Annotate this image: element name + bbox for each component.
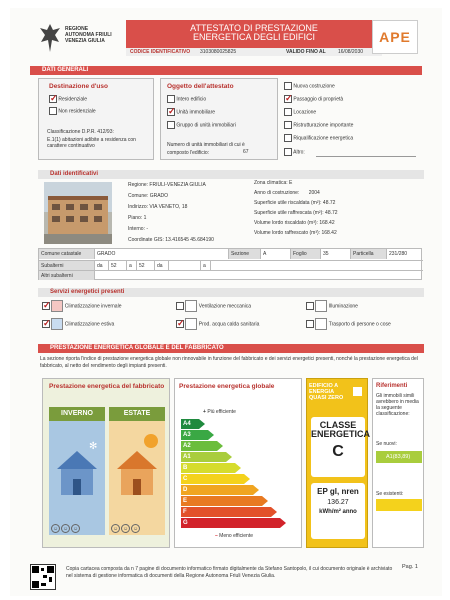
qr-code xyxy=(30,564,56,590)
subalterni-from-2 xyxy=(169,260,201,270)
radiator-icon xyxy=(51,300,63,312)
clim-invernale-label: Climatizzazione invernale xyxy=(64,303,122,310)
prestazione-intro: La sezione riporta l'indice di prestazione energetica globale non rinnovabile in funzione del fabbricato e dei servizi energetici presenti, nonché la prestazione energetica del fabbricato, al netto del rendimento degli impianti presenti. xyxy=(40,356,418,369)
destinazione-box xyxy=(38,78,154,160)
dati-identificativi-bar: Dati identificativi xyxy=(38,170,424,179)
zona-value: E xyxy=(289,180,293,186)
vol-risc-label: Volume lordo riscaldato (m³): xyxy=(254,220,318,226)
residenziale-label: Residenziale xyxy=(58,96,88,103)
numero-unita-value: 67 xyxy=(243,149,249,155)
riferimenti-text: Gli immobili simili avrebbero in media la seguente classificazione: xyxy=(376,393,419,417)
intero-edificio-checkbox[interactable] xyxy=(167,95,175,103)
se-nuovi-label: Se nuovi: xyxy=(376,441,397,447)
dati-generali-bar: DATI GENERALI xyxy=(30,66,422,75)
subalterni-da-label: da xyxy=(95,260,109,270)
gruppo-unita-checkbox[interactable] xyxy=(167,121,175,129)
ep-unit: kWh/m² anno xyxy=(319,509,357,515)
class-scale xyxy=(181,419,301,529)
inverno-rating: ☺ ☺ ☺ xyxy=(52,526,79,532)
motivazione-box xyxy=(284,78,424,160)
zona-label: Zona climatica: xyxy=(254,180,288,186)
anno-value: 2004 xyxy=(308,190,320,196)
piu-efficiente-label: Più efficiente xyxy=(207,409,236,415)
comune-value: GRADO xyxy=(149,193,169,199)
se-esistenti-label: Se esistenti: xyxy=(376,491,404,497)
coord-value: 13.416545 45.684190 xyxy=(165,237,214,243)
piu-efficiente-row xyxy=(203,409,236,415)
servizi-col-3 xyxy=(306,300,424,330)
class-bar-f: F xyxy=(181,507,271,517)
interno-label: Interno: xyxy=(128,226,145,232)
region-logo xyxy=(38,22,118,58)
foglio-label: Foglio xyxy=(291,249,321,259)
class-bar-b: B xyxy=(181,463,235,473)
house-winter-icon xyxy=(49,421,105,511)
building-photo xyxy=(44,182,112,244)
svg-text:✻: ✻ xyxy=(89,441,98,452)
code-row xyxy=(126,48,382,56)
eagle-emblem-icon xyxy=(38,22,62,56)
estate-rating: ☺ ☺ ☺ xyxy=(112,526,139,532)
catasto-table xyxy=(38,248,422,280)
altri-subalterni-value xyxy=(95,270,423,280)
sezione-value: A xyxy=(261,249,291,259)
sup-risc-label: Superficie utile riscaldata (m²): xyxy=(254,200,322,206)
vol-raff-value: 168.42 xyxy=(321,230,337,236)
particella-label: Particella xyxy=(351,249,387,259)
lightbulb-icon xyxy=(315,300,327,312)
oggetto-title: Oggetto dell'attestato xyxy=(167,83,234,90)
clim-invernale-checkbox[interactable] xyxy=(42,302,50,310)
non-residenziale-checkbox[interactable] xyxy=(49,107,57,115)
altro-line xyxy=(316,156,416,157)
vol-raff-label: Volume lordo raffrescato (m³): xyxy=(254,230,321,236)
passaggio-proprieta-label: Passaggio di proprietà xyxy=(293,96,344,103)
classificazione-value: E.1(1) abitazioni adibite a residenza con carattere continuativo xyxy=(47,137,136,149)
estate-panel xyxy=(109,407,165,535)
nzeb-label: EDIFICIO A ENERGIA QUASI ZERO xyxy=(309,383,344,401)
se-esistenti-value xyxy=(376,499,422,511)
unita-immobiliare-label: Unità immobiliare xyxy=(176,109,216,116)
comune-catastale-label: Comune catastale xyxy=(39,249,95,259)
fabbricato-title: Prestazione energetica del fabbricato xyxy=(49,383,165,390)
elevator-icon xyxy=(315,318,327,330)
code-label: CODICE IDENTIFICATIVO xyxy=(130,49,191,55)
illuminazione-checkbox[interactable] xyxy=(306,302,314,310)
class-bar-d: D xyxy=(181,485,253,495)
vent-meccanica-label: Ventilazione meccanica xyxy=(198,303,252,310)
globale-title: Prestazione energetica globale xyxy=(179,383,275,390)
interno-value: - xyxy=(146,226,149,232)
meno-efficiente-row xyxy=(215,533,253,539)
class-bar-e: E xyxy=(181,496,262,506)
document-page xyxy=(10,8,442,596)
ape-logo: APE xyxy=(372,20,418,54)
classe-box xyxy=(306,378,371,548)
ristrutturazione-checkbox[interactable] xyxy=(284,121,292,129)
indirizzo-label: Indirizzo: xyxy=(128,204,149,210)
passaggio-proprieta-checkbox[interactable] xyxy=(284,95,292,103)
riferimenti-box xyxy=(372,378,424,548)
nuova-costruzione-checkbox[interactable] xyxy=(284,82,292,90)
title-line-2: ENERGETICA DEGLI EDIFICI xyxy=(192,32,316,42)
plus-icon: + xyxy=(203,409,206,415)
ep-card xyxy=(311,483,365,539)
header-title xyxy=(126,20,382,48)
subalterni-label: Subalterni xyxy=(39,260,95,270)
numero-unita-label: Numero di unità immobiliari di cui è composto l'edificio: xyxy=(167,142,245,156)
meno-efficiente-label: Meno efficiente xyxy=(219,533,253,539)
subalterni-da-2-label: da xyxy=(155,260,169,270)
footer-text: Copia cartacea composta da n 7 pagine di documento informatico firmato digitalmente da Stefano Santopolo, il cui documento originale è archiviato nel sistema di gestione informatica di documenti della Regione Autonoma Friuli Venezia Giulia. xyxy=(66,566,393,579)
subalterni-a-2-label: a xyxy=(201,260,211,270)
particella-value: 231/280 xyxy=(389,251,408,257)
anno-label: Anno di costruzione: xyxy=(254,190,300,196)
ep-value: 136.27 xyxy=(327,499,349,506)
vent-meccanica-checkbox[interactable] xyxy=(176,302,184,310)
servizi-col-1 xyxy=(42,300,182,330)
sup-raff-label: Superficie utile raffrescata (m²): xyxy=(254,210,324,216)
locazione-checkbox[interactable] xyxy=(284,108,292,116)
unita-immobiliare-checkbox[interactable] xyxy=(167,108,175,116)
altri-subalterni-label: Altri subalterni xyxy=(39,270,95,280)
clim-estiva-checkbox[interactable] xyxy=(42,320,50,328)
class-bar-c: C xyxy=(181,474,244,484)
nuova-costruzione-label: Nuova costruzione xyxy=(293,83,335,90)
estate-label: ESTATE xyxy=(109,407,165,421)
nzeb-checkbox[interactable] xyxy=(353,387,362,396)
oggetto-box xyxy=(160,78,278,160)
ep-label: EP gl, nren xyxy=(317,487,359,496)
inverno-label: INVERNO xyxy=(49,407,105,421)
riqualificazione-checkbox[interactable] xyxy=(284,134,292,142)
vol-risc-value: 168.42 xyxy=(319,220,335,226)
servizi-col-2 xyxy=(176,300,306,330)
non-residenziale-label: Non residenziale xyxy=(58,108,96,115)
piano-value: 1 xyxy=(143,215,147,221)
classe-card xyxy=(311,417,371,477)
class-bar-a4: A4 xyxy=(181,419,199,429)
fabbricato-box xyxy=(42,378,170,548)
subalterni-to-value: 52 xyxy=(137,260,155,270)
foglio-value: 35 xyxy=(321,249,351,259)
page-number: Pag. 1 xyxy=(402,564,418,570)
fan-icon xyxy=(185,300,197,312)
subalterni-a-label: a xyxy=(127,260,137,270)
valid-value: 16/08/2030 xyxy=(338,49,364,55)
regione-label: Regione: xyxy=(128,182,149,188)
destinazione-title: Destinazione d'uso xyxy=(49,83,108,90)
clim-estiva-label: Climatizzazione estiva xyxy=(64,321,115,328)
prestazione-bar: PRESTAZIONE ENERGETICA GLOBALE E DEL FABBRICATO xyxy=(38,344,424,353)
classe-label: CLASSE ENERGETICA xyxy=(311,420,371,439)
gruppo-unita-label: Gruppo di unità immobiliari xyxy=(176,122,236,129)
indirizzo-value: VIA VENETO, 18 xyxy=(149,204,188,210)
snowflake-icon xyxy=(51,318,63,330)
identificativi-left xyxy=(128,180,246,250)
comune-catastale-value: GRADO xyxy=(95,249,229,259)
class-bar-a2: A2 xyxy=(181,441,217,451)
class-bar-g: G xyxy=(181,518,280,528)
servizi-bar: Servizi energetici presenti xyxy=(38,288,424,297)
sezione-label: Sezione xyxy=(229,249,261,259)
comune-label: Comune: xyxy=(128,193,149,199)
classificazione-label: Classificazione D.P.R. 412/93: xyxy=(47,129,114,135)
sup-risc-value: 48.72 xyxy=(322,200,336,206)
house-summer-icon xyxy=(109,421,165,511)
building-photo-image xyxy=(44,182,112,244)
class-bar-a3: A3 xyxy=(181,430,208,440)
locazione-label: Locazione xyxy=(293,109,317,116)
globale-box xyxy=(174,378,302,548)
riferimenti-title: Riferimenti xyxy=(376,383,408,389)
code-value: 3103080025825 xyxy=(200,49,237,55)
altro-label: Altro: xyxy=(293,149,305,156)
inverno-panel xyxy=(49,407,105,535)
regione-value: FRIULI-VENEZIA GIULIA xyxy=(149,182,206,188)
se-nuovi-value: A1(83,89) xyxy=(376,451,422,463)
sup-raff-value: 48.72 xyxy=(325,210,338,216)
piano-label: Piano: xyxy=(128,215,143,221)
identificativi-right xyxy=(254,178,422,248)
valid-label: VALIDO FINO AL xyxy=(286,49,326,55)
subalterni-from-value: 52 xyxy=(109,260,127,270)
illuminazione-label: Illuminazione xyxy=(328,303,358,310)
faucet-icon xyxy=(185,318,197,330)
altro-checkbox[interactable] xyxy=(284,148,292,156)
ristrutturazione-label: Ristrutturazione importante xyxy=(293,122,354,129)
intero-edificio-label: Intero edificio xyxy=(176,96,207,103)
trasporto-label: Trasporto di persone o cose xyxy=(328,321,391,328)
qr-code-icon xyxy=(31,565,55,589)
classe-value: C xyxy=(332,443,344,460)
residenziale-checkbox[interactable] xyxy=(49,95,57,103)
acqua-sanitaria-checkbox[interactable] xyxy=(176,320,184,328)
subalterni-rest xyxy=(211,260,423,270)
riqualificazione-label: Riqualificazione energetica xyxy=(293,135,354,142)
title-line-1: ATTESTATO DI PRESTAZIONE xyxy=(190,23,318,33)
acqua-sanitaria-label: Prod. acqua calda sanitaria xyxy=(198,321,260,328)
class-bar-a1: A1 xyxy=(181,452,226,462)
coord-label: Coordinate GIS: xyxy=(128,237,164,243)
trasporto-checkbox[interactable] xyxy=(306,320,314,328)
region-name: REGIONE AUTONOMA FRIULI VENEZIA GIULIA xyxy=(65,26,112,44)
minus-icon: – xyxy=(215,533,218,539)
